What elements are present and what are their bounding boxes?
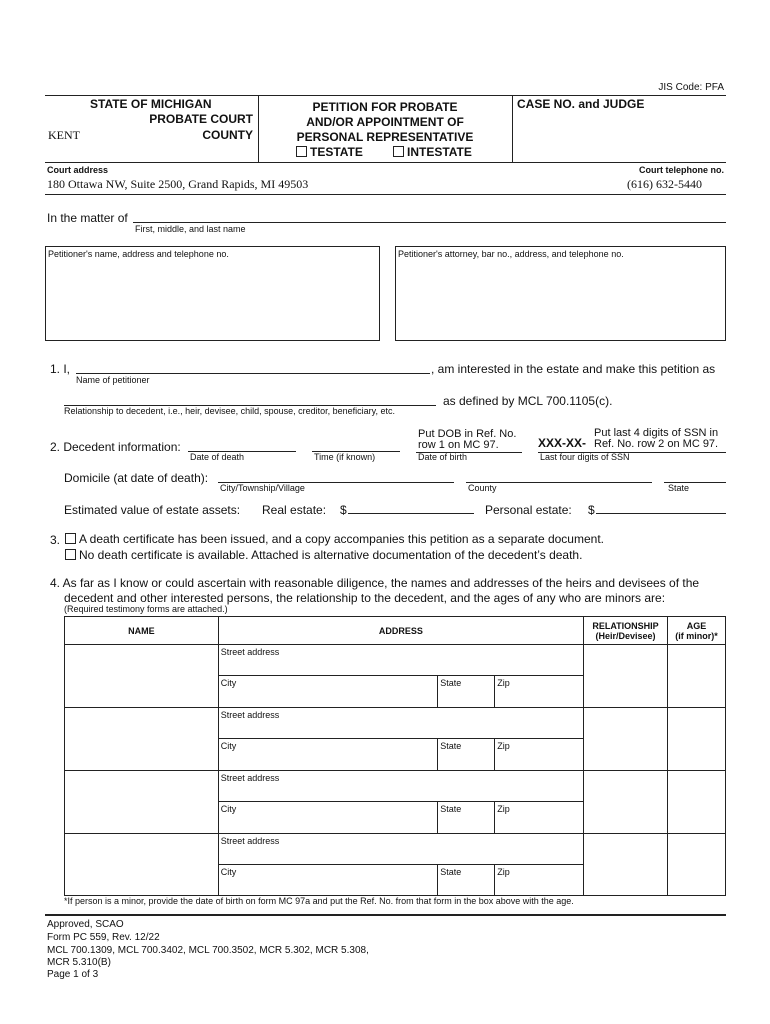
street-address-cell[interactable] xyxy=(218,708,583,739)
ssn-prefix: XXX-XX- xyxy=(538,436,587,450)
state-name: STATE OF MICHIGAN xyxy=(90,97,212,111)
zip-label: Zip xyxy=(497,741,510,751)
ssn-note-1: Put last 4 digits of SSN in xyxy=(594,427,719,439)
personal-dollar-sign: $ xyxy=(588,503,595,517)
real-estate-field[interactable] xyxy=(348,500,474,514)
decedent-name-field[interactable] xyxy=(133,209,726,223)
street-address-cell[interactable] xyxy=(218,834,583,865)
dob-note-1: Put DOB in Ref. No. xyxy=(418,428,517,440)
age-cell[interactable] xyxy=(668,771,726,834)
footer-mcl: MCL 700.1309, MCL 700.3402, MCL 700.3502, MCR 5.302, MCR 5.308, xyxy=(47,945,369,956)
domicile-city-field[interactable] xyxy=(218,469,454,483)
item3-number: 3. xyxy=(50,533,61,547)
col-age-line1: AGE xyxy=(686,620,707,631)
petitioner-box[interactable] xyxy=(45,246,380,341)
footer-approved: Approved, SCAO xyxy=(47,919,124,930)
heirs-table xyxy=(64,616,726,896)
zip-label: Zip xyxy=(497,804,510,814)
item2-label: 2. Decedent information: xyxy=(50,440,181,454)
heir-name-cell[interactable] xyxy=(65,645,219,708)
state-cell[interactable] xyxy=(438,865,495,896)
state-cell[interactable] xyxy=(438,676,495,708)
street-address-cell[interactable] xyxy=(218,771,583,802)
table-row xyxy=(65,834,726,865)
state-label: State xyxy=(440,678,462,688)
col-name: NAME xyxy=(65,617,219,645)
court-phone: (616) 632-5440 xyxy=(627,177,702,191)
ssn-caption: Last four digits of SSN xyxy=(540,452,630,462)
zip-cell[interactable] xyxy=(495,865,584,896)
attorney-box[interactable] xyxy=(395,246,726,341)
date-of-death-caption: Date of death xyxy=(190,452,245,462)
real-dollar-sign: $ xyxy=(340,503,347,517)
form-title-1: PETITION FOR PROBATE xyxy=(312,100,458,114)
item4-line1: 4. As far as I know or could ascertain with reasonable diligence, the names and addresses of the heirs and devisees of the xyxy=(50,576,700,590)
table-row xyxy=(65,708,726,739)
jis-code: JIS Code: PFA xyxy=(658,82,724,93)
city-cell[interactable] xyxy=(218,676,438,708)
state-caption: State xyxy=(668,483,690,493)
zip-cell[interactable] xyxy=(495,802,584,834)
col-relationship-line2: (Heir/Devisee) xyxy=(595,630,656,641)
age-cell[interactable] xyxy=(668,645,726,708)
state-cell[interactable] xyxy=(438,739,495,771)
relationship-cell[interactable] xyxy=(584,645,668,708)
col-age-line2: (if minor)* xyxy=(675,630,718,641)
court-address: 180 Ottawa NW, Suite 2500, Grand Rapids, MI 49503 xyxy=(47,177,309,191)
matter-caption: First, middle, and last name xyxy=(135,224,246,234)
street-address-label: Street address xyxy=(220,773,280,783)
state-cell[interactable] xyxy=(438,802,495,834)
zip-cell[interactable] xyxy=(495,739,584,771)
form-title-2: AND/OR APPOINTMENT OF xyxy=(306,115,464,129)
court-address-label: Court address xyxy=(47,165,109,175)
city-label: City xyxy=(220,741,237,751)
testate-option[interactable] xyxy=(296,145,363,159)
heir-name-cell[interactable] xyxy=(65,771,219,834)
state-label: State xyxy=(440,867,462,877)
item4-line2: decedent and other interested persons, the relationship to the decedent, and the ages of any who are minors are: xyxy=(64,591,666,605)
petitioner-name-field[interactable] xyxy=(76,360,430,374)
no-death-cert-checkbox[interactable] xyxy=(65,549,76,560)
death-cert-issued-label: A death certificate has been issued, and a copy accompanies this petition as a separate document. xyxy=(79,532,604,546)
testate-label: TESTATE xyxy=(310,145,363,159)
item1-defined: as defined by MCL 700.1105(c). xyxy=(443,394,613,408)
county-label: COUNTY xyxy=(202,128,253,142)
street-address-cell[interactable] xyxy=(218,645,583,676)
personal-estate-field[interactable] xyxy=(596,500,726,514)
relationship-caption: Relationship to decedent, i.e., heir, devisee, child, spouse, creditor, beneficiary, etc. xyxy=(64,406,396,416)
matter-label: In the matter of xyxy=(47,211,128,225)
city-label: City xyxy=(220,867,237,877)
state-label: State xyxy=(440,804,462,814)
no-death-cert-option[interactable] xyxy=(65,548,582,562)
age-cell[interactable] xyxy=(668,708,726,771)
intestate-checkbox[interactable] xyxy=(393,146,404,157)
heir-name-cell[interactable] xyxy=(65,834,219,896)
item1-number: 1. I, xyxy=(50,362,71,376)
relationship-cell[interactable] xyxy=(584,834,668,896)
col-relationship xyxy=(584,617,668,645)
zip-label: Zip xyxy=(497,678,510,688)
footer-page: Page 1 of 3 xyxy=(47,969,99,980)
court-phone-label: Court telephone no. xyxy=(639,165,724,175)
table-row xyxy=(65,645,726,676)
footer-mcr: MCR 5.310(B) xyxy=(47,957,111,968)
no-death-cert-label: No death certificate is available. Attached is alternative documentation of the decedent’s death. xyxy=(79,548,583,562)
time-of-death-field[interactable] xyxy=(312,438,400,452)
relationship-cell[interactable] xyxy=(584,708,668,771)
header-bottom-rule xyxy=(45,162,726,163)
relationship-field[interactable] xyxy=(64,392,436,406)
form-title-3: PERSONAL REPRESENTATIVE xyxy=(296,130,474,144)
court-name: PROBATE COURT xyxy=(149,112,253,126)
personal-estate-label: Personal estate: xyxy=(485,503,572,517)
dob-note-2: row 1 on MC 97. xyxy=(418,439,499,451)
real-estate-label: Real estate: xyxy=(262,503,327,517)
city-label: City xyxy=(220,804,237,814)
domicile-state-field[interactable] xyxy=(664,469,726,483)
col-relationship-line1: RELATIONSHIP xyxy=(592,620,659,631)
time-caption: Time (if known) xyxy=(314,452,376,462)
zip-cell[interactable] xyxy=(495,676,584,708)
street-address-label: Street address xyxy=(220,647,280,657)
item4-note: (Required testimony forms are attached.) xyxy=(64,604,228,614)
domicile-label: Domicile (at date of death): xyxy=(64,471,209,485)
relationship-cell[interactable] xyxy=(584,771,668,834)
city-cell[interactable] xyxy=(218,865,438,896)
footer-rule xyxy=(45,914,726,916)
city-label: City xyxy=(220,678,237,688)
city-cell[interactable] xyxy=(218,802,438,834)
county-name[interactable]: KENT xyxy=(48,128,80,142)
city-caption: City/Township/Village xyxy=(220,483,305,493)
estimated-value-label: Estimated value of estate assets: xyxy=(64,503,241,517)
table-row xyxy=(65,771,726,802)
col-address: ADDRESS xyxy=(218,617,583,645)
col-age xyxy=(668,617,726,645)
item1-text: , am interested in the estate and make this petition as xyxy=(431,362,716,376)
case-no-label: CASE NO. and JUDGE xyxy=(517,97,645,111)
header-divider-1 xyxy=(258,95,259,162)
header-top-rule xyxy=(45,95,726,96)
heirs-table-header xyxy=(65,617,726,645)
ssn-note-2: Ref. No. row 2 on MC 97. xyxy=(594,438,719,450)
state-label: State xyxy=(440,741,462,751)
footer-form: Form PC 559, Rev. 12/22 xyxy=(47,932,160,943)
county-caption: County xyxy=(468,483,497,493)
date-of-death-field[interactable] xyxy=(188,438,296,452)
attorney-box-label: Petitioner's attorney, bar no., address, and telephone no. xyxy=(398,249,624,259)
domicile-county-field[interactable] xyxy=(466,469,652,483)
zip-label: Zip xyxy=(497,867,510,877)
city-cell[interactable] xyxy=(218,739,438,771)
court-rule xyxy=(45,194,726,195)
intestate-option[interactable] xyxy=(393,145,472,159)
petitioner-name-caption: Name of petitioner xyxy=(76,375,150,385)
testate-checkbox[interactable] xyxy=(296,146,307,157)
date-of-birth-caption: Date of birth xyxy=(418,452,468,462)
intestate-label: INTESTATE xyxy=(407,145,472,159)
age-cell[interactable] xyxy=(668,834,726,896)
header-divider-2 xyxy=(512,95,513,162)
petitioner-box-label: Petitioner's name, address and telephone no. xyxy=(48,249,229,259)
death-cert-issued-checkbox[interactable] xyxy=(65,533,76,544)
heir-name-cell[interactable] xyxy=(65,708,219,771)
street-address-label: Street address xyxy=(220,710,280,720)
street-address-label: Street address xyxy=(220,836,280,846)
minor-footnote: *If person is a minor, provide the date of birth on form MC 97a and put the Ref. No. from that form in the box above with the age. xyxy=(64,896,574,906)
death-cert-issued-option[interactable] xyxy=(65,532,604,546)
